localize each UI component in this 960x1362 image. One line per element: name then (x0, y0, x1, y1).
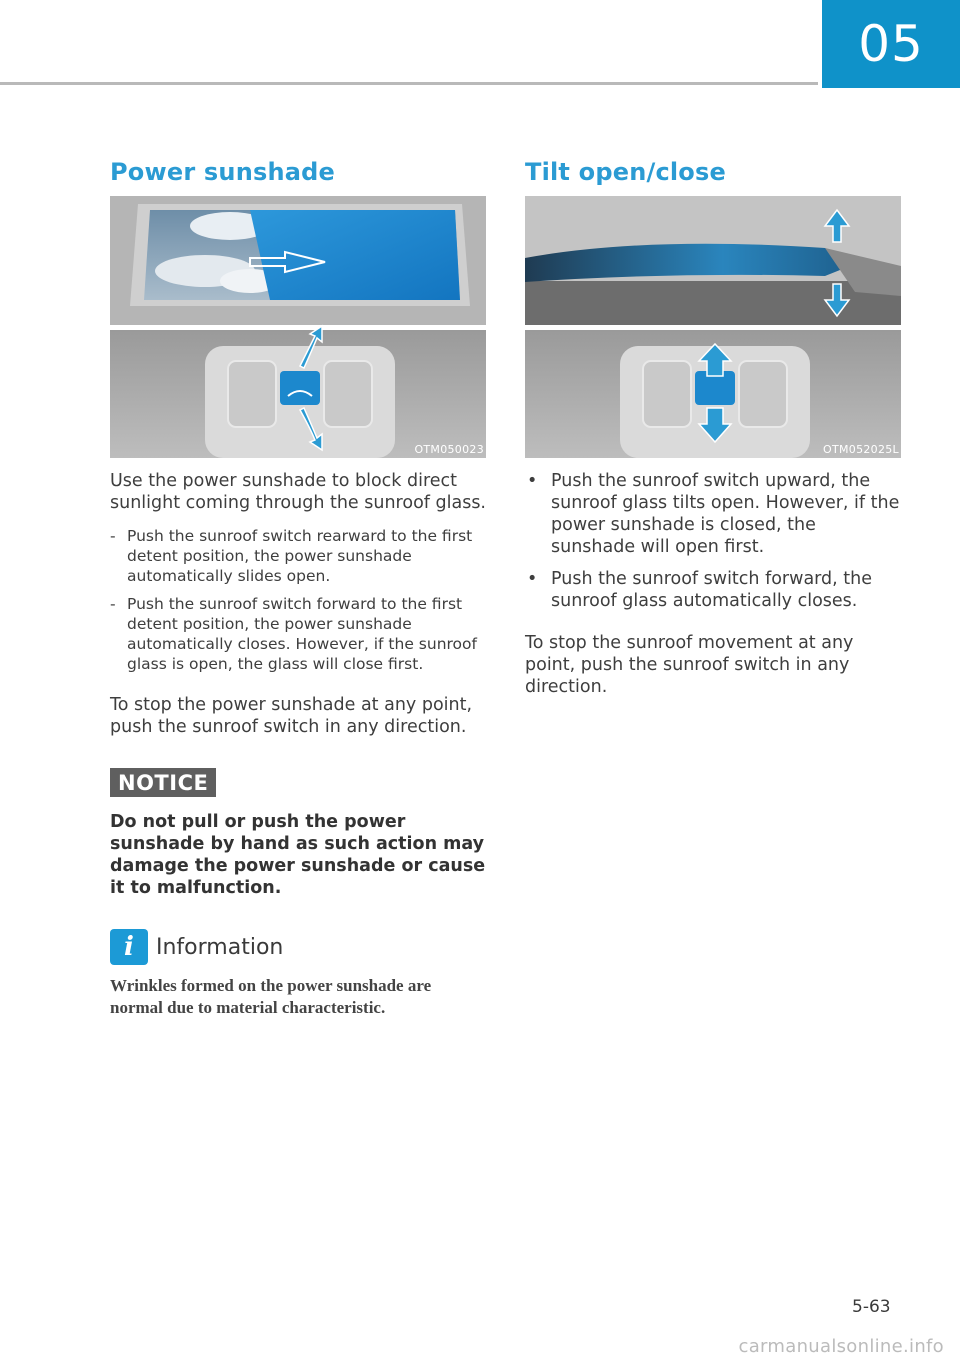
watermark: carmanualsonline.info (738, 1336, 944, 1357)
list-item: • Push the sunroof switch forward, the sunroof glass automatically closes. (527, 569, 873, 611)
list-item: - Push the sunroof switch forward to the first detent position, the power sunshade automatically closes. However, if the sunroof glass is open, the glass will close first. (110, 595, 477, 673)
figure-code: OTM050023 (414, 443, 484, 456)
intro-text: Use the power sunshade to block direct sunlight coming through the sunroof glass. (110, 471, 486, 513)
stop-text: To stop the power sunshade at any point, push the sunroof switch in any direction. (110, 695, 473, 737)
information-text: Wrinkles formed on the power sunshade are normal due to material characteristic. (110, 976, 432, 1017)
tilt-illustration (525, 196, 901, 458)
page-number: 5-63 (852, 1297, 891, 1317)
sunshade-illustration (110, 196, 486, 458)
info-icon: i (110, 929, 148, 965)
section-title-power-sunshade: Power sunshade (110, 158, 335, 186)
figure-tilt (525, 196, 901, 458)
bullet-list (525, 470, 901, 612)
dash-list (110, 526, 486, 674)
chapter-tab (822, 0, 960, 88)
left-body (110, 470, 486, 1019)
information-box (110, 929, 486, 1019)
stop-text: To stop the sunroof movement at any point, push the sunroof switch in any direction. (525, 633, 854, 697)
notice-text: Do not pull or push the power sunshade by hand as such action may damage the power sunshade or cause it to malfunction. (110, 812, 486, 898)
notice-badge: NOTICE (110, 768, 216, 797)
figure-power-sunshade (110, 196, 486, 458)
section-title-tilt: Tilt open/close (525, 158, 726, 186)
information-header (110, 929, 486, 965)
information-title: Information (156, 934, 284, 960)
list-item: • Push the sunroof switch upward, the sunroof glass tilts open. However, if the power sunshade is closed, the sunshade will open first. (527, 471, 900, 557)
chapter-number: 05 (858, 15, 924, 73)
notice-box (110, 768, 486, 899)
figure-code: OTM052025L (823, 443, 899, 456)
right-body (525, 470, 901, 698)
header-rule (0, 82, 818, 85)
list-item: - Push the sunroof switch rearward to the first detent position, the power sunshade automatically slides open. (110, 527, 473, 585)
